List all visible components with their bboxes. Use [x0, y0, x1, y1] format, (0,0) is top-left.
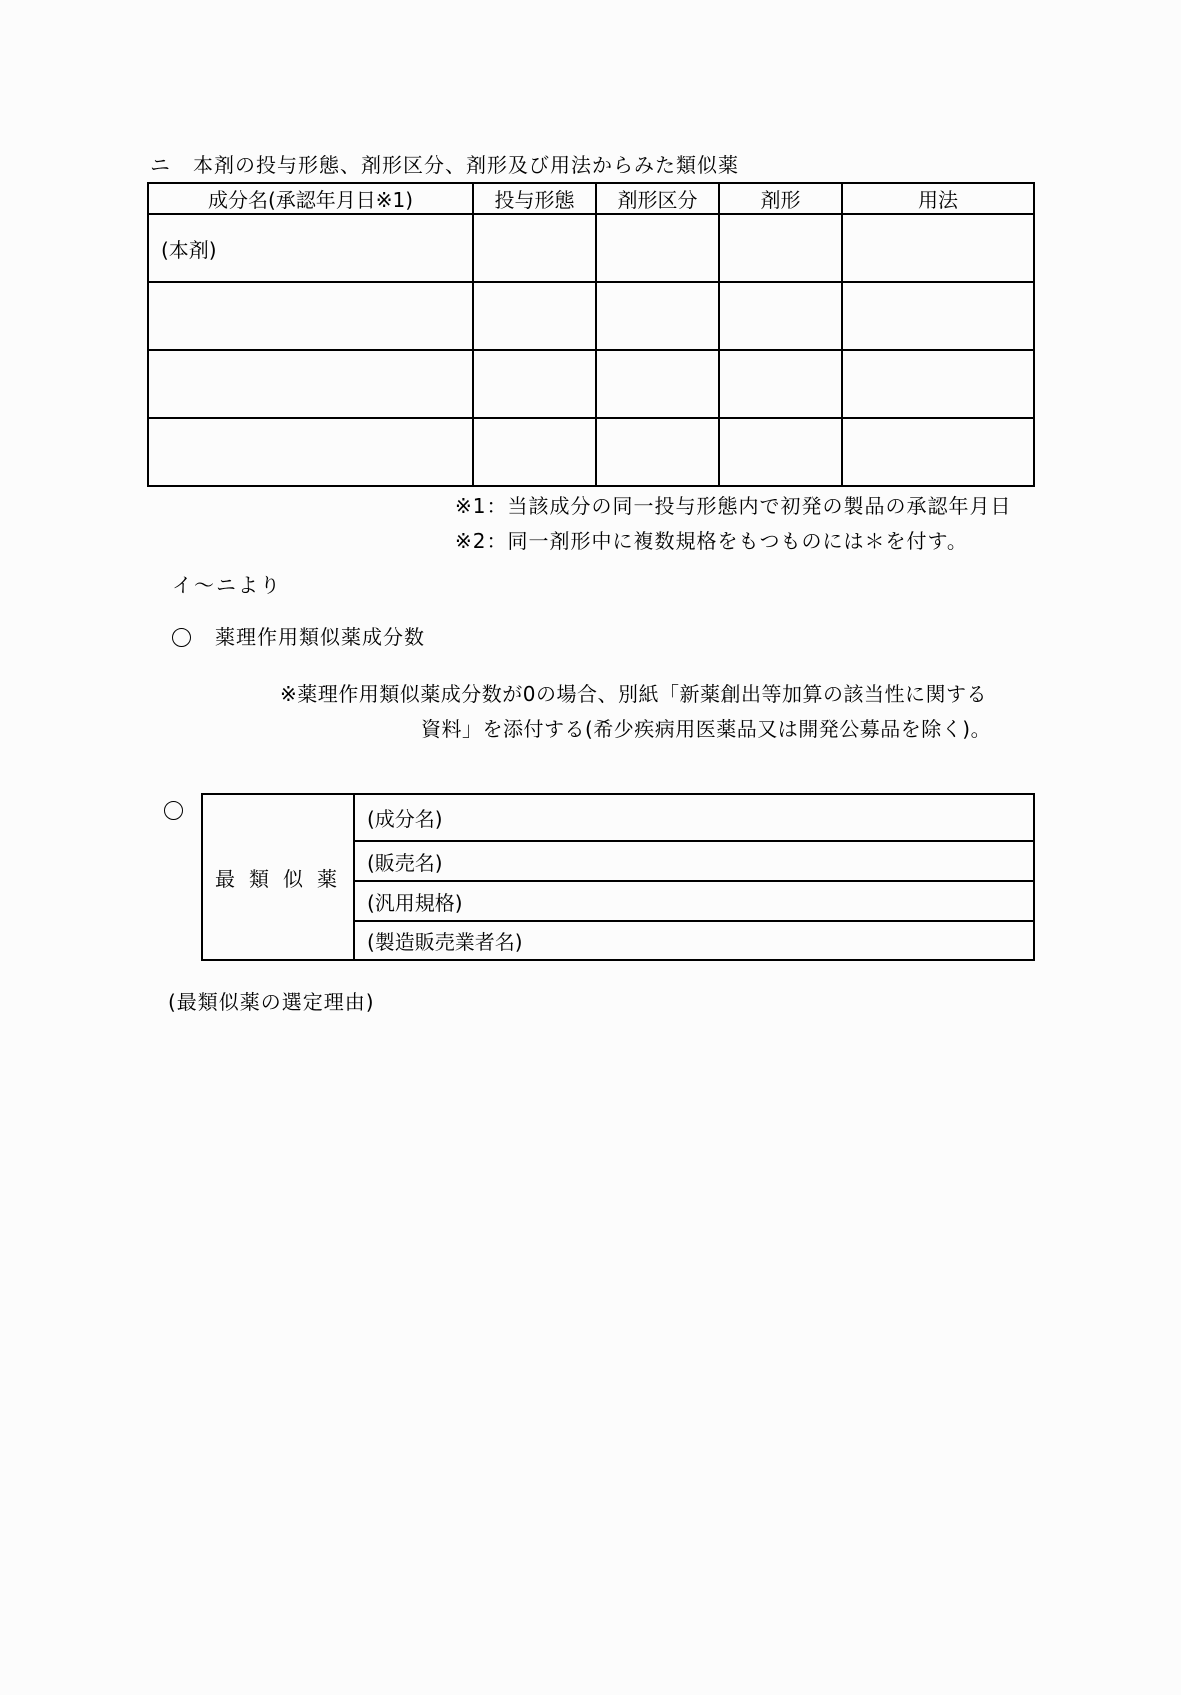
- cell-administration[interactable]: [473, 214, 596, 282]
- table-row: [148, 418, 1034, 486]
- remark-line-1: ※薬理作用類似薬成分数が0の場合、別紙「新薬創出等加算の該当性に関する: [280, 682, 987, 706]
- cell-dosage-form[interactable]: [719, 214, 842, 282]
- field-manufacturer[interactable]: (製造販売業者名): [354, 921, 1034, 960]
- field-brand-name[interactable]: (販売名): [354, 841, 1034, 881]
- table-row: [148, 282, 1034, 350]
- table-row: [148, 214, 1034, 282]
- cell-usage[interactable]: [842, 214, 1034, 282]
- cell-ingredient[interactable]: [148, 350, 473, 418]
- section-number: ニ: [150, 153, 170, 177]
- header-ingredient: 成分名(承認年月日※1): [148, 183, 473, 214]
- cell-usage[interactable]: [842, 350, 1034, 418]
- selection-reason-label: (最類似薬の選定理由): [168, 990, 375, 1014]
- cell-administration[interactable]: [473, 350, 596, 418]
- footnote-1: ※1：当該成分の同一投与形態内で初発の製品の承認年月日: [455, 494, 1012, 518]
- cell-ingredient[interactable]: (本剤): [148, 214, 473, 282]
- cell-ingredient[interactable]: [148, 418, 473, 486]
- cell-dosage-category[interactable]: [596, 282, 719, 350]
- similar-count-label: 薬理作用類似薬成分数: [215, 625, 425, 649]
- most-similar-drug-table: [201, 793, 1035, 961]
- remark-line-2: 資料」を添付する(希少疾病用医薬品又は開発公募品を除く)。: [421, 717, 992, 741]
- section-title: 本剤の投与形態、剤形区分、剤形及び用法からみた類似薬: [193, 153, 739, 177]
- table-header-row: [148, 183, 1034, 214]
- cell-dosage-form[interactable]: [719, 418, 842, 486]
- header-dosage-form: 剤形: [719, 183, 842, 214]
- circle-bullet-icon: [164, 801, 183, 820]
- most-similar-label: 最類似薬: [202, 794, 354, 960]
- footnote-2: ※2：同一剤形中に複数規格をもつものには＊を付す。: [455, 529, 968, 553]
- cell-dosage-category[interactable]: [596, 214, 719, 282]
- header-administration: 投与形態: [473, 183, 596, 214]
- cell-dosage-form[interactable]: [719, 282, 842, 350]
- cell-dosage-form[interactable]: [719, 350, 842, 418]
- header-dosage-category: 剤形区分: [596, 183, 719, 214]
- cell-dosage-category[interactable]: [596, 350, 719, 418]
- circle-bullet-icon: [172, 628, 191, 647]
- cell-usage[interactable]: [842, 282, 1034, 350]
- header-usage: 用法: [842, 183, 1034, 214]
- field-ingredient-name[interactable]: (成分名): [354, 794, 1034, 841]
- cell-dosage-category[interactable]: [596, 418, 719, 486]
- field-standard-spec[interactable]: (汎用規格): [354, 881, 1034, 921]
- table-row: [148, 350, 1034, 418]
- cell-ingredient[interactable]: [148, 282, 473, 350]
- cell-administration[interactable]: [473, 418, 596, 486]
- summary-intro: イ～ニより: [172, 573, 282, 597]
- cell-usage[interactable]: [842, 418, 1034, 486]
- similar-drugs-table: [147, 182, 1035, 487]
- cell-administration[interactable]: [473, 282, 596, 350]
